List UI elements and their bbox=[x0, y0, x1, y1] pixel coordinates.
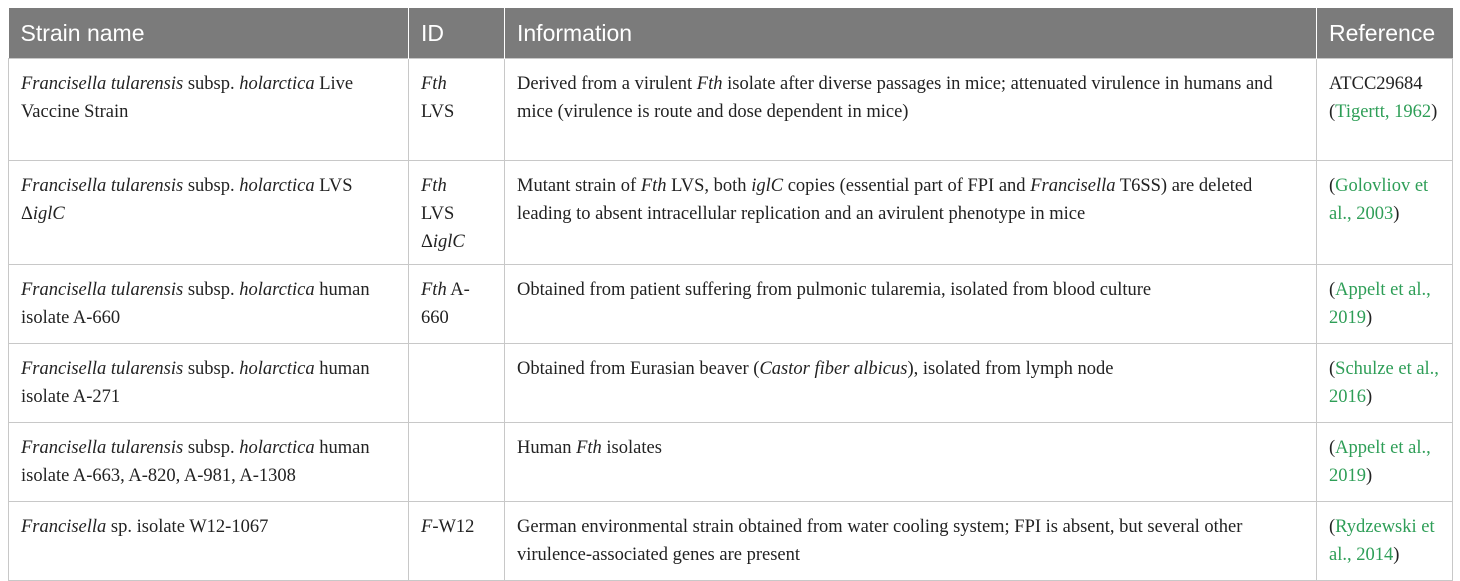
reference-cell: (Rydzewski et al., 2014) bbox=[1317, 502, 1453, 581]
information-cell: Mutant strain of Fth LVS, both iglC copies (essential part of FPI and Francisella T6SS) are deleted leading to absent intracellular replication and an avirulent phenotype in mice bbox=[505, 161, 1317, 265]
table-row bbox=[9, 59, 1453, 161]
table-row bbox=[9, 502, 1453, 581]
information-cell: Obtained from Eurasian beaver (Castor fiber albicus), isolated from lymph node bbox=[505, 344, 1317, 423]
header-id: ID bbox=[409, 8, 505, 59]
id-cell: Fth A-660 bbox=[409, 265, 505, 344]
strain-name-cell: Francisella tularensis subsp. holarctica human isolate A-271 bbox=[9, 344, 409, 423]
id-cell bbox=[409, 344, 505, 423]
reference-link[interactable]: Schulze et al., 2016 bbox=[1329, 359, 1439, 407]
strain-name-cell: Francisella tularensis subsp. holarctica Live Vaccine Strain bbox=[9, 59, 409, 161]
reference-cell: (Schulze et al., 2016) bbox=[1317, 344, 1453, 423]
header-strain-name: Strain name bbox=[9, 8, 409, 59]
reference-cell: (Appelt et al., 2019) bbox=[1317, 423, 1453, 502]
information-cell: Obtained from patient suffering from pulmonic tularemia, isolated from blood culture bbox=[505, 265, 1317, 344]
id-cell: F-W12 bbox=[409, 502, 505, 581]
strain-name-cell: Francisella sp. isolate W12-1067 bbox=[9, 502, 409, 581]
table-row bbox=[9, 423, 1453, 502]
reference-cell: (Golovliov et al., 2003) bbox=[1317, 161, 1453, 265]
reference-link[interactable]: Rydzewski et al., 2014 bbox=[1329, 517, 1435, 565]
id-cell bbox=[409, 423, 505, 502]
strain-name-cell: Francisella tularensis subsp. holarctica LVS ΔiglC bbox=[9, 161, 409, 265]
information-cell: German environmental strain obtained from water cooling system; FPI is absent, but several other virulence-associated genes are present bbox=[505, 502, 1317, 581]
reference-link[interactable]: Appelt et al., 2019 bbox=[1329, 438, 1431, 486]
reference-link[interactable]: Golovliov et al., 2003 bbox=[1329, 176, 1429, 224]
header-reference: Reference bbox=[1317, 8, 1453, 59]
header-information: Information bbox=[505, 8, 1317, 59]
strain-name-cell: Francisella tularensis subsp. holarctica human isolate A-663, A-820, A-981, A-1308 bbox=[9, 423, 409, 502]
table-row bbox=[9, 161, 1453, 265]
reference-link[interactable]: Tigertt, 1962 bbox=[1335, 102, 1432, 122]
strain-table bbox=[8, 8, 1453, 581]
information-cell: Human Fth isolates bbox=[505, 423, 1317, 502]
table-row bbox=[9, 265, 1453, 344]
table-header-row bbox=[9, 8, 1453, 59]
id-cell: Fth LVS bbox=[409, 59, 505, 161]
information-cell: Derived from a virulent Fth isolate after diverse passages in mice; attenuated virulence in humans and mice (virulence is route and dose dependent in mice) bbox=[505, 59, 1317, 161]
strain-name-cell: Francisella tularensis subsp. holarctica human isolate A-660 bbox=[9, 265, 409, 344]
reference-link[interactable]: Appelt et al., 2019 bbox=[1329, 280, 1431, 328]
reference-cell: ATCC29684 (Tigertt, 1962) bbox=[1317, 59, 1453, 161]
table-row bbox=[9, 344, 1453, 423]
id-cell: Fth LVS ΔiglC bbox=[409, 161, 505, 265]
reference-cell: (Appelt et al., 2019) bbox=[1317, 265, 1453, 344]
